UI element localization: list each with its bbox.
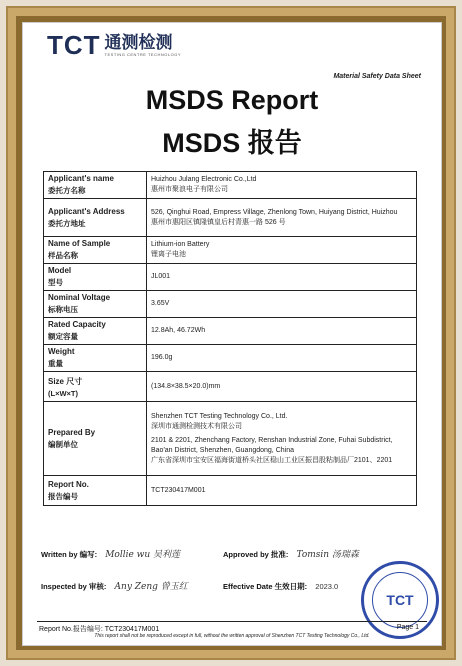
- label-en: Model: [48, 266, 72, 275]
- table-row: [44, 345, 417, 372]
- label-en: Weight: [48, 347, 75, 356]
- label-cn: 编制单位: [48, 439, 78, 449]
- label-en: Size 尺寸: [48, 376, 83, 386]
- inspected-by: [41, 579, 188, 592]
- table-row: [44, 172, 417, 199]
- value-line: 526, Qinghui Road, Empress Village, Zhenlong Town, Huiyang District, Huizhou: [151, 208, 398, 216]
- footer-note: This report shall not be reproduced except in full, without the written approval of Shenzhen TCT Testing Technology Co., Ltd.: [94, 633, 370, 639]
- title-cn: MSDS 报告: [162, 128, 302, 158]
- approved-signature: Tomsin 汤瑞森: [296, 550, 359, 560]
- row-label: [44, 291, 147, 318]
- label-cn: 样品名称: [48, 251, 78, 260]
- written-signature: Mollie wu 吴利莲: [105, 550, 181, 560]
- row-label: [44, 199, 147, 237]
- title-en: MSDS Report: [145, 85, 319, 115]
- value-line: TCT230417M001: [151, 486, 206, 494]
- row-label: [44, 264, 147, 291]
- value-line: Huizhou Julang Electronic Co.,Ltd: [151, 176, 257, 183]
- value-line: 广东省深圳市宝安区福海街道桥头社区稳山工业区振昌股粘制品厂2101、2201: [151, 456, 393, 464]
- label-cn: 型号: [48, 278, 63, 287]
- written-by: [41, 547, 180, 560]
- logo-cn: 通测检测: [104, 33, 173, 52]
- info-table: [43, 171, 417, 506]
- table-row: [44, 476, 417, 506]
- written-label: Written by 编写:: [41, 550, 98, 559]
- value-line: 惠州市聚浪电子有限公司: [151, 186, 228, 193]
- row-value: [147, 237, 417, 264]
- table-row: [44, 291, 417, 318]
- value-line: 深圳市通测检测技术有限公司: [151, 422, 242, 430]
- table-row: [44, 199, 417, 237]
- label-en: Report No.: [48, 479, 89, 489]
- label-cn: 报告编号: [48, 491, 78, 501]
- inspected-signature: Any Zeng 曾玉红: [114, 582, 188, 592]
- label-cn: 额定容量: [48, 332, 78, 341]
- row-value: [147, 318, 417, 345]
- row-value: [147, 291, 417, 318]
- value-line: 2101 & 2201, Zhenchang Factory, Renshan Industrial Zone, Fuhai Subdistrict, Bao'an District, Shenzhen, Guangdong, China: [151, 436, 393, 454]
- value-line: Lithium-ion Battery: [151, 241, 210, 248]
- label-cn: 重量: [48, 359, 63, 368]
- row-label: [44, 237, 147, 264]
- effective-date: [223, 581, 338, 592]
- value-line: 196.0g: [151, 354, 173, 361]
- label-en: Nominal Voltage: [48, 293, 111, 302]
- row-value: [147, 476, 417, 506]
- date-label: Effective Date 生效日期:: [223, 582, 308, 591]
- approved-by: [223, 547, 359, 560]
- footer-divider: [37, 621, 427, 622]
- label-cn: 委托方地址: [48, 218, 86, 228]
- value-line: 3.65V: [151, 300, 170, 307]
- label-en: Name of Sample: [48, 239, 111, 248]
- report-page: [22, 22, 442, 646]
- table-row: [44, 402, 417, 476]
- row-value: [147, 264, 417, 291]
- approved-label: Approved by 批准:: [223, 550, 289, 559]
- row-value: [147, 172, 417, 199]
- row-label: [44, 172, 147, 199]
- value-line: (134.8×38.5×20.0)mm: [151, 382, 221, 390]
- label-en: Applicant's name: [48, 174, 114, 183]
- table-row: [44, 372, 417, 402]
- label-en: Applicant's Address: [48, 206, 125, 216]
- table-row: [44, 318, 417, 345]
- value-line: 锂离子电池: [151, 251, 186, 258]
- logo-text: TCT: [47, 30, 101, 60]
- footer-report-no: Report No.报告编号: TCT230417M001: [39, 626, 160, 633]
- value-line: 惠州市惠阳区镇隆镇皇后村青惠一路 526 号: [151, 218, 286, 226]
- value-line: JL001: [151, 273, 171, 280]
- tct-logo: [47, 31, 181, 59]
- label-cn: 委托方名称: [48, 186, 86, 195]
- inspected-label: Inspected by 审核:: [41, 582, 107, 591]
- row-value: [147, 199, 417, 237]
- table-row: [44, 264, 417, 291]
- logo-en: TESTING CENTRE TECHNOLOGY: [104, 52, 181, 57]
- row-label: [44, 345, 147, 372]
- row-label: [44, 476, 147, 506]
- row-value: [147, 345, 417, 372]
- row-label: [44, 402, 147, 476]
- value-line: 12.8Ah, 46.72Wh: [151, 327, 206, 334]
- row-value: [147, 372, 417, 402]
- value-line: Shenzhen TCT Testing Technology Co., Ltd.: [151, 412, 288, 420]
- row-value: [147, 402, 417, 476]
- seal-text: TCT: [386, 592, 414, 608]
- row-label: [44, 372, 147, 402]
- label-cn: (L×W×T): [48, 388, 78, 398]
- label-en: Prepared By: [48, 427, 96, 437]
- label-en: Rated Capacity: [48, 320, 106, 329]
- footer-page: Page 1: [396, 624, 419, 631]
- date-value: 2023.0: [315, 582, 339, 591]
- doc-type: Material Safety Data Sheet: [333, 73, 421, 80]
- label-cn: 标称电压: [48, 305, 78, 314]
- table-row: [44, 237, 417, 264]
- row-label: [44, 318, 147, 345]
